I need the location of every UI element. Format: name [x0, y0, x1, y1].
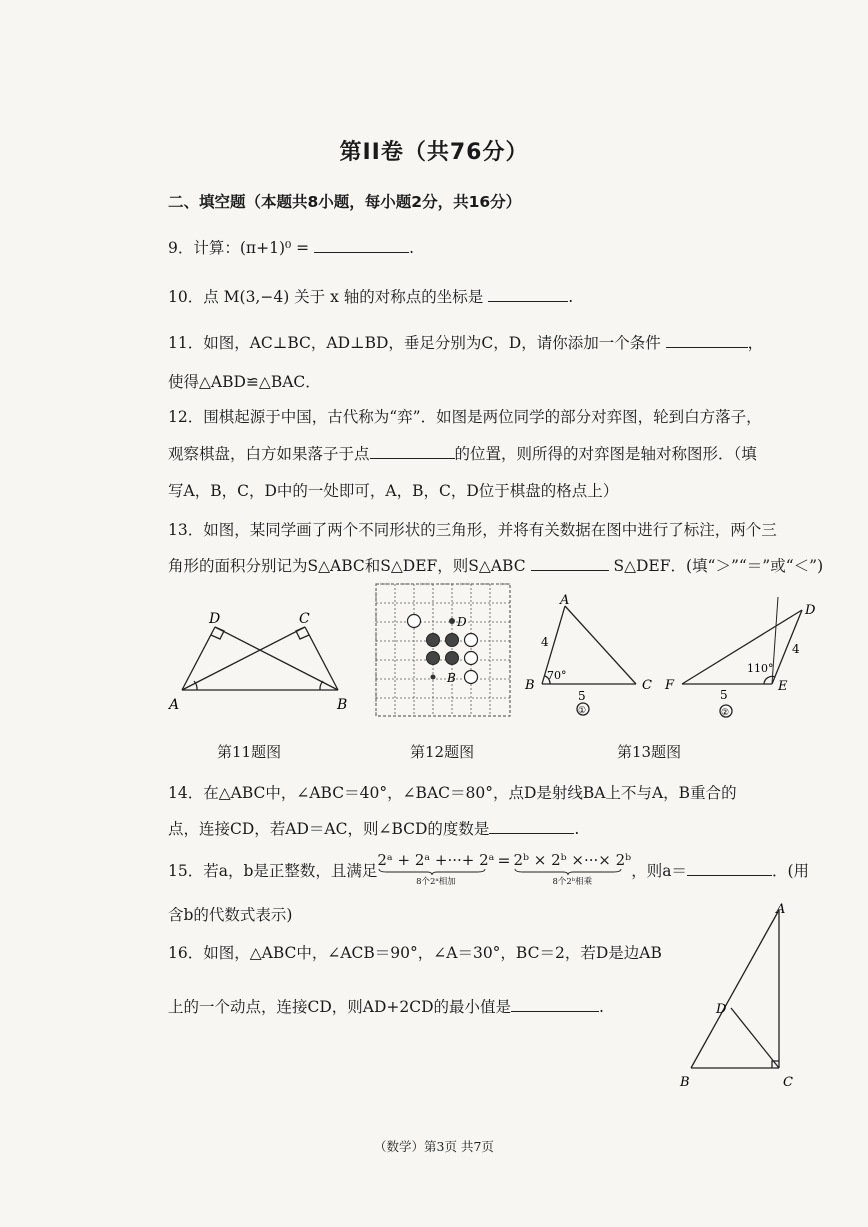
tri2-number: ②	[721, 708, 730, 718]
white-stone	[465, 634, 478, 647]
q15-sum: 2ᵃ + 2ᵃ +···+ 2ᵃ	[377, 851, 495, 869]
tri2-side-ed-length: 4	[792, 642, 800, 656]
fig11-segment-cb	[305, 627, 338, 690]
question-11-line1	[168, 331, 763, 353]
q16-text: 上的一个动点，连接CD，则AD+2CD的最小值是	[168, 998, 512, 1016]
figure-12-go-board	[374, 582, 514, 718]
question-16-line2	[168, 995, 604, 1017]
tri1-side-ab-length: 4	[541, 635, 549, 649]
point-d-dot	[449, 618, 455, 624]
q11-answer-blank[interactable]	[666, 331, 748, 348]
fig11-label-b: B	[337, 697, 348, 713]
q16-end: .	[599, 998, 604, 1016]
q13-answer-blank[interactable]	[531, 554, 609, 571]
question-11-line2: 使得△ABD≌△BAC．	[168, 373, 321, 391]
tri1-segment-ac	[565, 606, 636, 684]
question-9	[168, 236, 414, 258]
question-15-line2: 含b的代数式表示)	[168, 906, 293, 924]
question-15-line1	[168, 851, 809, 891]
fig12-label-b: B	[447, 671, 456, 685]
q15-prefix: 15．若a，b是正整数，且满足	[168, 862, 378, 880]
q15-suffix-text: ，则a＝	[631, 862, 687, 880]
q10-end: .	[568, 288, 574, 306]
section-heading: 二、填空题（本题共8小题，每小题2分，共16分）	[168, 193, 522, 211]
q15-answer-blank[interactable]	[687, 859, 772, 876]
question-16-line1: 16．如图，△ABC中，∠ACB＝90°，∠A＝30°，BC＝2，若D是边AB	[168, 944, 662, 962]
white-stone	[408, 615, 421, 628]
tri2-label-f: F	[665, 678, 675, 693]
q12-text-b: 的位置，则所得的对弈图是轴对称图形．（填	[454, 445, 757, 463]
question-12-line2	[168, 442, 757, 464]
q16-answer-blank[interactable]	[511, 995, 599, 1012]
q15-equals: =	[497, 852, 511, 870]
q15-product-note: 8个2ᵇ相乘	[552, 877, 593, 887]
q13-text-b: S△DEF．(填“＞”“＝”或“＜”)	[613, 557, 824, 575]
black-stone	[427, 634, 440, 647]
q12-answer-blank[interactable]	[370, 442, 455, 459]
tri2-label-e: E	[778, 679, 788, 694]
q9-end: .	[409, 239, 414, 257]
page-footer: （数学）第3页 共7页	[374, 1139, 494, 1154]
fig16-segment-ab	[691, 910, 779, 1068]
page-title: 第II卷（共76分）	[339, 140, 529, 165]
q14-text: 点，连接CD，若AD＝AC，则∠BCD的度数是	[168, 820, 490, 838]
black-stone	[446, 652, 459, 665]
fig11-label-a: A	[169, 697, 180, 713]
question-12-line1: 12．围棋起源于中国，古代称为“弈”．如图是两位同学的部分对弈图，轮到白方落子，	[168, 408, 762, 426]
q11-text: 11．如图，AC⊥BC，AD⊥BD，垂足分别为C，D，请你添加一个条件	[168, 334, 661, 352]
figure-11	[165, 605, 355, 715]
tri1-label-b: B	[525, 678, 535, 693]
tri2-side-fe-length: 5	[720, 688, 728, 702]
q15-product: 2ᵇ × 2ᵇ ×···× 2ᵇ	[513, 851, 632, 869]
question-14-line2	[168, 817, 579, 839]
tri1-label-a: A	[560, 593, 570, 608]
fig11-segment-ad	[182, 627, 215, 690]
tri1-label-c: C	[642, 678, 652, 693]
question-14-line1: 14．在△ABC中，∠ABC＝40°，∠BAC＝80°，点D是射线BA上不与A，B重合的	[168, 784, 737, 802]
tri1-number: ①	[578, 706, 587, 716]
fig11-caption: 第11题图	[217, 743, 282, 761]
q14-end: .	[574, 820, 580, 838]
q15-sum-note: 8个2ᵃ相加	[416, 877, 456, 887]
q10-answer-blank[interactable]	[488, 285, 568, 302]
fig11-label-c: C	[299, 611, 310, 627]
fig13-caption: 第13题图	[617, 743, 682, 761]
question-12-line3: 写A，B，C，D中的一处即可，A，B，C，D位于棋盘的格点上）	[168, 482, 619, 500]
q15-end: ．(用	[771, 862, 809, 880]
fig11-right-angle-c	[296, 627, 309, 639]
q10-text: 10．点 M(3,−4) 关于 x 轴的对称点的坐标是	[168, 288, 484, 306]
fig16-label-a: A	[776, 902, 786, 917]
fig16-label-b: B	[680, 1075, 690, 1090]
point-mark	[431, 675, 436, 680]
black-stone	[446, 634, 459, 647]
q13-text-a: 角形的面积分别记为S△ABC和S△DEF，则S△ABC	[168, 557, 526, 575]
fig11-segment-db	[215, 627, 338, 690]
figure-13-triangle-2	[662, 595, 822, 722]
fig16-segment-cd	[731, 1008, 779, 1068]
white-stone	[465, 652, 478, 665]
fig12-caption: 第12题图	[410, 743, 475, 761]
question-13-line1: 13．如图，某同学画了两个不同形状的三角形，并将有关数据在图中进行了标注，两个三	[168, 521, 777, 539]
fig11-segment-ac	[182, 627, 305, 690]
stones	[408, 615, 478, 684]
white-stone	[465, 671, 478, 684]
figure-16	[676, 900, 796, 1095]
fig11-right-angle-d	[211, 627, 224, 639]
fig11-arc-b	[320, 681, 323, 690]
question-10	[168, 285, 573, 307]
fig16-label-c: C	[783, 1075, 793, 1090]
tri2-label-d: D	[805, 603, 816, 618]
tri2-angle-e: 110°	[747, 662, 774, 675]
black-stone	[427, 652, 440, 665]
fig11-label-d: D	[209, 611, 221, 627]
question-13-line2	[168, 554, 823, 576]
q11-end: ，	[747, 334, 764, 352]
q15-sum-block	[377, 851, 494, 887]
figure-13-triangle-1	[522, 592, 657, 722]
q15-product-block	[513, 851, 631, 887]
q12-text-a: 观察棋盘，白方如果落子于点	[168, 445, 370, 463]
tri2-segment-fd	[682, 610, 802, 684]
q9-text: 9．计算：(π+1)⁰ =	[168, 239, 310, 257]
tri1-side-bc-length: 5	[578, 689, 586, 703]
q14-answer-blank[interactable]	[489, 817, 574, 834]
fig16-label-d: D	[716, 1002, 727, 1017]
q9-answer-blank[interactable]	[314, 236, 409, 253]
fig12-label-d: D	[457, 615, 467, 629]
q15-suffix	[631, 851, 809, 881]
tri1-angle-b: 70°	[547, 669, 567, 682]
